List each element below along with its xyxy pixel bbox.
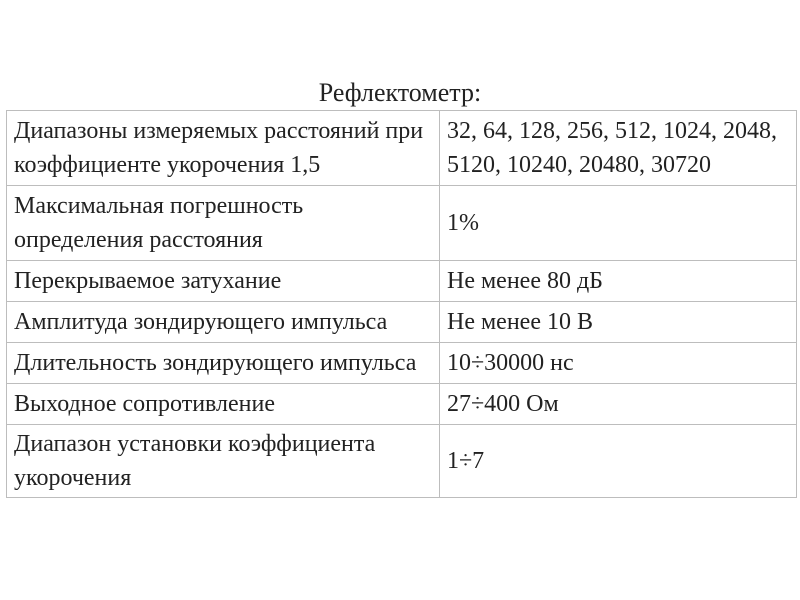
parameter-cell: Длительность зондирующего импульса: [7, 343, 440, 384]
value-cell: 27÷400 Ом: [440, 384, 797, 425]
table-row: [7, 302, 797, 343]
table-row: [7, 261, 797, 302]
table-row: [7, 384, 797, 425]
value-cell: 32, 64, 128, 256, 512, 1024, 2048, 5120, 10240, 20480, 30720: [440, 111, 797, 186]
parameter-cell: Диапазоны измеряемых расстояний при коэффициенте укорочения 1,5: [7, 111, 440, 186]
table-row: [7, 343, 797, 384]
table-row: [7, 425, 797, 498]
value-cell: Не менее 80 дБ: [440, 261, 797, 302]
slide-title: Рефлектометр:: [318, 78, 482, 107]
table-row: [7, 186, 797, 261]
parameter-cell: Диапазон установки коэффициента укорочения: [7, 425, 440, 498]
table-row: [7, 111, 797, 186]
value-cell: Не менее 10 В: [440, 302, 797, 343]
parameter-cell: Выходное сопротивление: [7, 384, 440, 425]
value-cell: 1%: [440, 186, 797, 261]
parameter-cell: Амплитуда зондирующего импульса: [7, 302, 440, 343]
parameter-cell: Максимальная погрешность определения расстояния: [7, 186, 440, 261]
specifications-table: [6, 110, 797, 498]
value-cell: 1÷7: [440, 425, 797, 498]
value-cell: 10÷30000 нс: [440, 343, 797, 384]
parameter-cell: Перекрываемое затухание: [7, 261, 440, 302]
